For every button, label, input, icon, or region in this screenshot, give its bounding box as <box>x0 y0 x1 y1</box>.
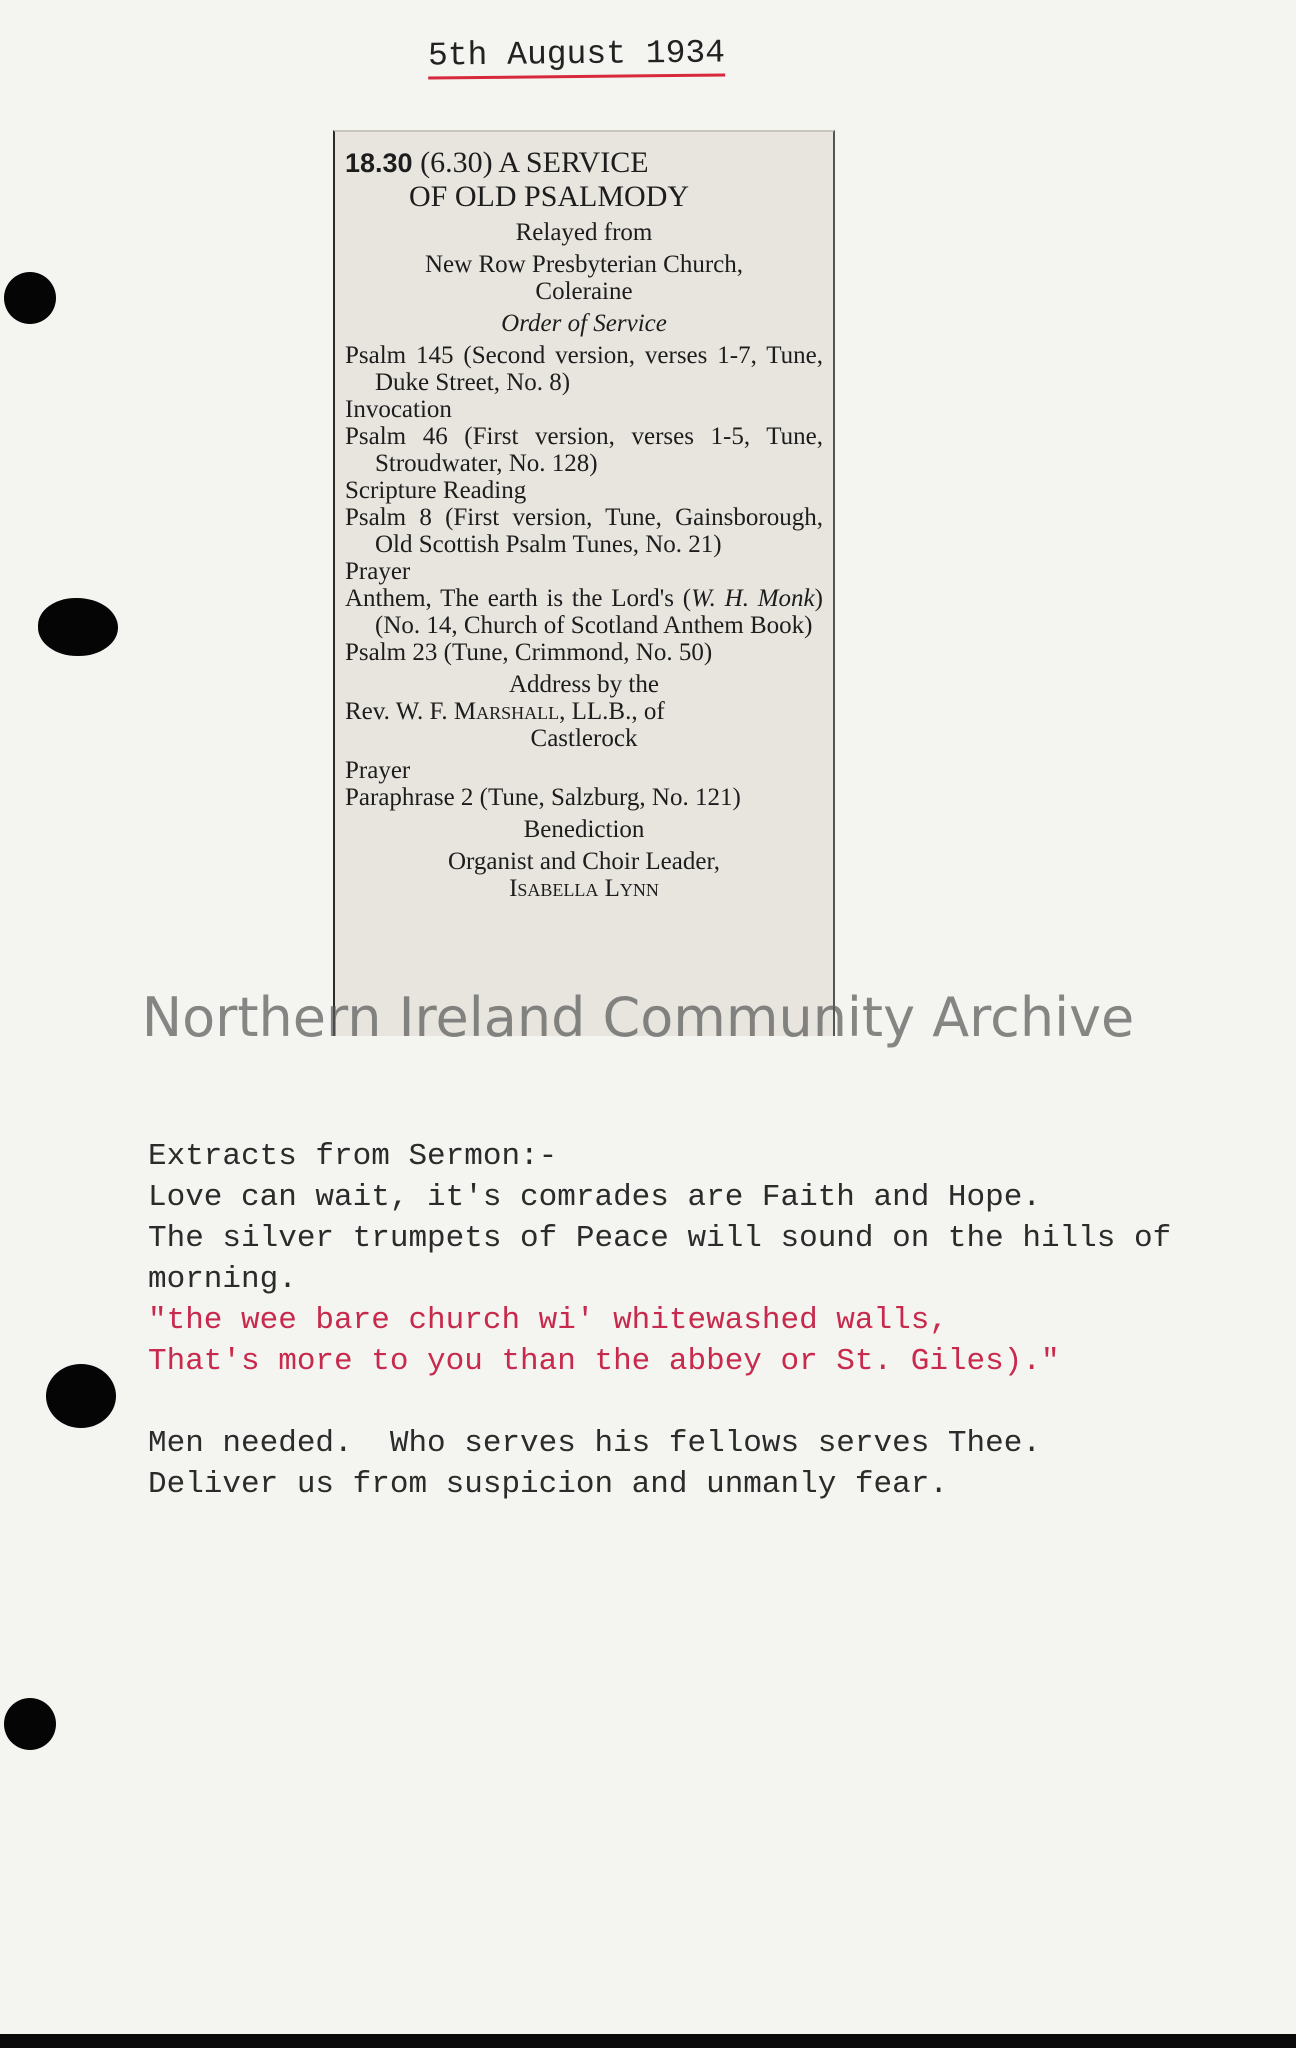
date-heading: 5th August 1934 <box>428 34 725 79</box>
sermon-line: morning. <box>148 1262 297 1297</box>
sermon-quote-line: "the wee bare church wi' whitewashed walls, <box>148 1303 948 1338</box>
sermon-line: The silver trumpets of Peace will sound on the hills of <box>148 1221 1172 1256</box>
service-item-anthem: Anthem, The earth is the Lord's (W. H. Monk) (No. 14, Church of Scotland Anthem Book) <box>345 585 823 639</box>
address-speaker: Rev. W. F. Marshall, LL.B., of <box>345 698 665 725</box>
venue-line2: Coleraine <box>535 278 633 305</box>
service-item: Psalm 23 (Tune, Crimmond, No. 50) <box>345 639 713 666</box>
programme-time: 18.30 <box>345 148 413 178</box>
address-place: Castlerock <box>530 725 638 752</box>
watermark: Northern Ireland Community Archive <box>141 986 1135 1049</box>
service-item: Scripture Reading <box>345 477 527 504</box>
sermon-quote-line: That's more to you than the abbey or St. Giles)." <box>148 1344 1060 1379</box>
programme-title <box>345 146 823 180</box>
blank-line <box>148 1382 1268 1423</box>
sermon-heading: Extracts from Sermon:- <box>148 1139 558 1174</box>
service-item: Psalm 8 (First version, Tune, Gainsborough, Old Scottish Psalm Tunes, No. 21) <box>345 504 823 558</box>
punch-hole <box>46 1364 116 1428</box>
relayed-from: Relayed from <box>515 219 653 246</box>
organist-line: Organist and Choir Leader, <box>447 848 721 875</box>
service-item: Paraphrase 2 (Tune, Salzburg, No. 121) <box>345 784 741 811</box>
service-item: Invocation <box>345 396 452 423</box>
service-item: Psalm 46 (First version, verses 1-5, Tune, Stroudwater, No. 128) <box>345 423 823 477</box>
service-item: Psalm 145 (Second version, verses 1-7, Tune, Duke Street, No. 8) <box>345 342 823 396</box>
sermon-line: Love can wait, it's comrades are Faith and Hope. <box>148 1180 1041 1215</box>
sermon-line: Men needed. Who serves his fellows serves Thee. <box>148 1426 1041 1461</box>
sermon-line: Deliver us from suspicion and unmanly fear. <box>148 1467 948 1502</box>
programme-title-line2: OF OLD PSALMODY <box>409 180 690 213</box>
benediction: Benediction <box>523 816 645 843</box>
organist-name: Isabella Lynn <box>509 875 659 902</box>
order-heading: Order of Service <box>501 310 667 337</box>
scan-edge <box>0 2034 1296 2048</box>
sermon-extracts <box>148 1136 1268 1505</box>
punch-hole <box>4 1698 56 1750</box>
venue-line1: New Row Presbyterian Church, <box>425 251 743 278</box>
service-item: Prayer <box>345 558 411 585</box>
punch-hole <box>38 598 118 656</box>
newspaper-clipping <box>333 130 835 1036</box>
programme-title-line1: A SERVICE <box>498 146 649 179</box>
programme-time-12h: (6.30) <box>420 146 493 179</box>
service-item: Prayer <box>345 757 411 784</box>
address-line: Address by the <box>509 671 659 698</box>
anthem-composer: W. H. Monk <box>691 585 815 612</box>
punch-hole <box>4 272 56 324</box>
